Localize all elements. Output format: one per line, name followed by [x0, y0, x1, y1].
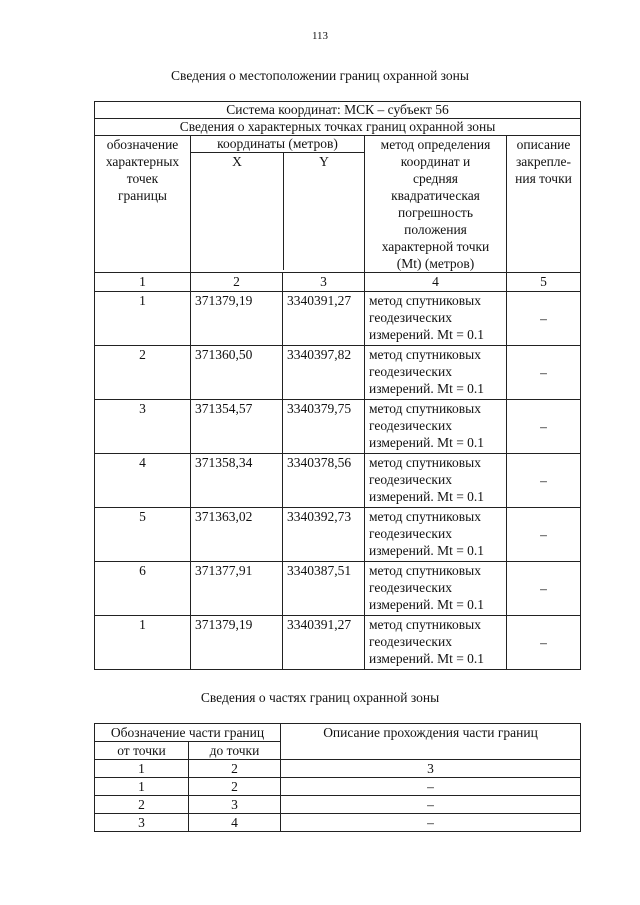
- method-line: геодезических: [369, 418, 452, 433]
- table-row: [95, 616, 581, 670]
- header-method-line: положения: [404, 222, 467, 237]
- column-index: 5: [507, 273, 581, 292]
- method-line: измерений. Mt = 0.1: [369, 651, 485, 666]
- to-point: 2: [189, 778, 281, 796]
- coord-x: 371379,19: [191, 616, 283, 670]
- coord-x: 371358,34: [191, 454, 283, 508]
- column-index: 3: [283, 273, 365, 292]
- point-id: 1: [95, 616, 191, 670]
- method: [365, 346, 507, 400]
- method-line: измерений. Mt = 0.1: [369, 489, 485, 504]
- page-number: 113: [311, 30, 329, 42]
- point-description: –: [507, 562, 581, 616]
- section-title-boundary-location: Сведения о местоположении границ охранной зоны: [171, 68, 469, 83]
- table-row: [95, 454, 581, 508]
- header-designation-line: характерных: [105, 154, 180, 169]
- table-row: [95, 508, 581, 562]
- column-index: 2: [191, 273, 283, 292]
- header-method-line: координат и: [400, 154, 471, 169]
- coord-y: 3340379,75: [283, 400, 365, 454]
- method-line: геодезических: [369, 364, 452, 379]
- points-subtitle: Сведения о характерных точках границ охранной зоны: [95, 119, 581, 136]
- boundary-points-table: [94, 101, 581, 670]
- header-part-description: Описание прохождения части границ: [281, 724, 581, 760]
- header-method-line: средняя: [412, 171, 459, 186]
- boundary-parts-table: [94, 723, 581, 832]
- coord-y: 3340391,27: [283, 616, 365, 670]
- coord-x: 371379,19: [191, 292, 283, 346]
- coord-y: 3340387,51: [283, 562, 365, 616]
- method-line: метод спутниковых: [369, 563, 481, 578]
- header-designation: [95, 136, 191, 273]
- to-point: 3: [189, 796, 281, 814]
- header-designation-line: точек: [126, 171, 159, 186]
- method-line: метод спутниковых: [369, 293, 481, 308]
- method: [365, 616, 507, 670]
- boundary-points-body: [95, 292, 581, 670]
- coord-y: 3340378,56: [283, 454, 365, 508]
- method-line: измерений. Mt = 0.1: [369, 435, 485, 450]
- table-row: [95, 796, 581, 814]
- header-coordinates: [191, 136, 365, 273]
- from-point: 2: [95, 796, 189, 814]
- table-row: [95, 562, 581, 616]
- point-id: 5: [95, 508, 191, 562]
- column-index: 3: [281, 760, 581, 778]
- method: [365, 562, 507, 616]
- method-line: измерений. Mt = 0.1: [369, 381, 485, 396]
- method-line: измерений. Mt = 0.1: [369, 327, 485, 342]
- point-id: 3: [95, 400, 191, 454]
- table-row: [95, 292, 581, 346]
- header-x: X: [191, 153, 284, 270]
- header-method-line: характерной точки: [381, 239, 490, 254]
- part-description: –: [281, 778, 581, 796]
- section-title-boundary-parts: Сведения о частях границ охранной зоны: [200, 690, 440, 705]
- header-description-line: закрепле-: [515, 154, 572, 169]
- table-row: [95, 400, 581, 454]
- column-index: 4: [365, 273, 507, 292]
- method-line: метод спутниковых: [369, 401, 481, 416]
- method-line: метод спутниковых: [369, 509, 481, 524]
- point-id: 6: [95, 562, 191, 616]
- point-id: 1: [95, 292, 191, 346]
- method: [365, 400, 507, 454]
- column-index: 1: [95, 760, 189, 778]
- boundary-parts-body: [95, 778, 581, 832]
- column-index: 1: [95, 273, 191, 292]
- point-description: –: [507, 616, 581, 670]
- part-description: –: [281, 796, 581, 814]
- method-line: измерений. Mt = 0.1: [369, 543, 485, 558]
- header-designation-line: обозначение: [106, 137, 179, 152]
- point-id: 2: [95, 346, 191, 400]
- method-line: геодезических: [369, 580, 452, 595]
- coord-y: 3340391,27: [283, 292, 365, 346]
- coord-x: 371354,57: [191, 400, 283, 454]
- from-point: 1: [95, 778, 189, 796]
- table-row: [95, 778, 581, 796]
- column-index: 2: [189, 760, 281, 778]
- method-line: геодезических: [369, 634, 452, 649]
- method: [365, 508, 507, 562]
- coordinate-system: Система координат: МСК – субъект 56: [95, 102, 581, 119]
- point-description: –: [507, 400, 581, 454]
- coord-x: 371360,50: [191, 346, 283, 400]
- method-line: метод спутниковых: [369, 617, 481, 632]
- method-line: геодезических: [369, 472, 452, 487]
- point-description: –: [507, 508, 581, 562]
- part-description: –: [281, 814, 581, 832]
- method-line: измерений. Mt = 0.1: [369, 597, 485, 612]
- header-from-point: от точки: [95, 742, 189, 760]
- coord-y: 3340392,73: [283, 508, 365, 562]
- coord-x: 371363,02: [191, 508, 283, 562]
- point-id: 4: [95, 454, 191, 508]
- coord-y: 3340397,82: [283, 346, 365, 400]
- to-point: 4: [189, 814, 281, 832]
- header-description-line: описание: [516, 137, 571, 152]
- header-description: [507, 136, 581, 273]
- header-method: [365, 136, 507, 273]
- header-method-line: погрешность: [397, 205, 473, 220]
- method-line: геодезических: [369, 526, 452, 541]
- header-y: Y: [319, 154, 329, 169]
- header-description-line: ния точки: [515, 171, 572, 186]
- header-designation-line: границы: [117, 188, 168, 203]
- method: [365, 292, 507, 346]
- header-coordinates-label: координаты (метров): [191, 136, 364, 153]
- header-to-point: до точки: [189, 742, 281, 760]
- method-line: геодезических: [369, 310, 452, 325]
- coord-x: 371377,91: [191, 562, 283, 616]
- header-method-line: (Mt) (метров): [396, 256, 475, 271]
- point-description: –: [507, 346, 581, 400]
- method: [365, 454, 507, 508]
- table-row: [95, 346, 581, 400]
- point-description: –: [507, 292, 581, 346]
- method-line: метод спутниковых: [369, 455, 481, 470]
- point-description: –: [507, 454, 581, 508]
- from-point: 3: [95, 814, 189, 832]
- method-line: метод спутниковых: [369, 347, 481, 362]
- header-part-designation: Обозначение части границ: [95, 724, 281, 742]
- table-row: [95, 814, 581, 832]
- header-method-line: квадратическая: [391, 188, 480, 203]
- header-method-line: метод определения: [380, 137, 491, 152]
